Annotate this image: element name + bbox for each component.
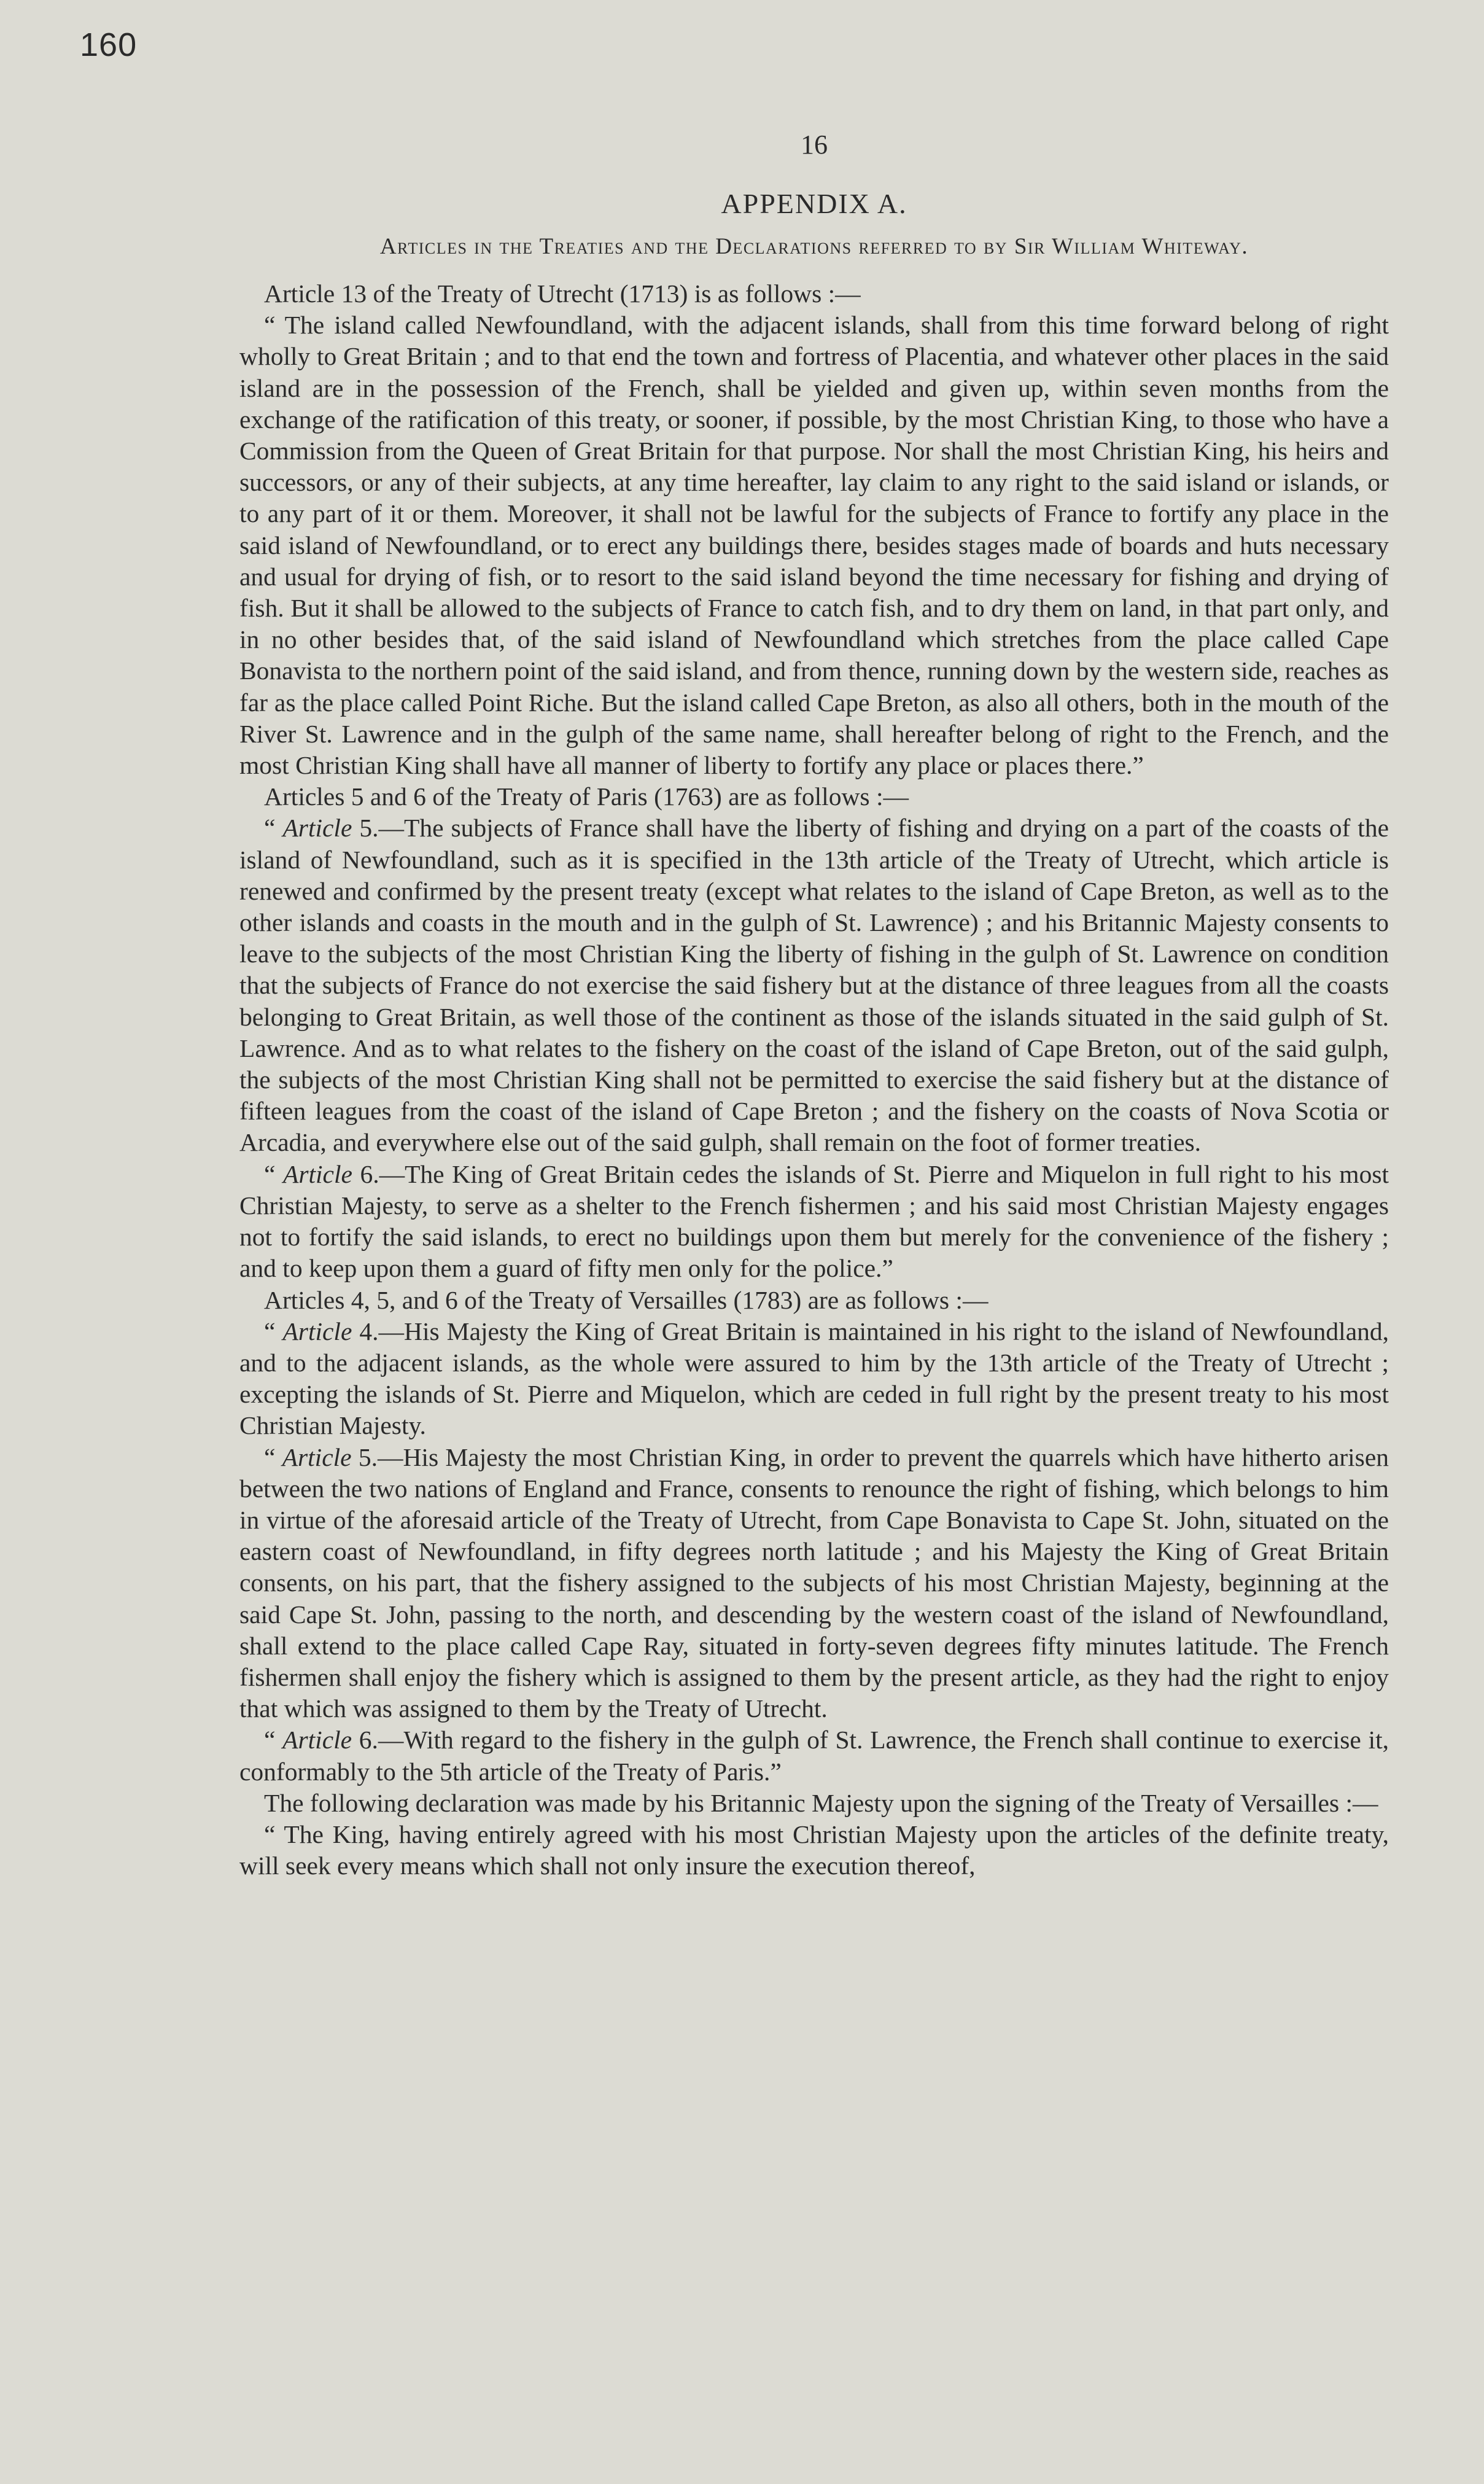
paragraph-utrecht-article-13: “ The island called Newfoundland, with the adjacent islands, shall from this time forward belong of right wholly to Great Britain ; and to that end the town and fortress of Placentia, and whatever other places in the said island are in the possession of the French, shall be yielded and given up, within seven months from the exchange of the ratification of this treaty, or sooner, if possible, by the most Christian King, to those who have a Commission from the Queen of Great Britain for that purpose. Nor shall the most Christian King, his heirs and successors, or any of their subjects, at any time hereafter, lay claim to any right to the said island or islands, or to any part of it or them. Moreover, it shall not be lawful for the subjects of France to fortify any place in the said island of Newfoundland, or to erect any buildings there, besides stages made of boards and huts necessary and usual for drying of fish, or to resort to the said island beyond the time necessary for fishing and drying of fish. But it shall be allowed to the subjects of France to catch fish, and to dry them on land, in that part only, and in no other besides that, of the said island of Newfoundland which stretches from the place called Cape Bonavista to the northern point of the said island, and from thence, running down by the western side, reaches as far as the place called Point Riche. But the island called Cape Breton, as also all others, both in the mouth of the River St. Lawrence and in the gulph of the same name, shall hereafter belong of right to the French, and the most Christian King shall have all manner of liberty to fortify any place or places there.” bbox=[239, 311, 1389, 780]
page-number: 16 bbox=[801, 130, 828, 160]
paragraph-versailles-article-6: “ Article 6.—With regard to the fishery in the gulph of St. Lawrence, the French shall continue to exercise it, conformably to the 5th article of the Treaty of Paris.” bbox=[239, 1726, 1389, 1786]
paragraph-versailles-article-4: “ Article 4.—His Majesty the King of Great Britain is maintained in his right to the island of Newfoundland, and to the adjacent islands, as the whole were assured to him by the 13th article of the Treaty of Utrecht ; excepting the islands of St. Pierre and Miquelon, which are ceded in full right by the present treaty to his most Christian Majesty. bbox=[239, 1317, 1389, 1440]
paragraph-versailles-article-5: “ Article 5.—His Majesty the most Christian King, in order to prevent the quarrels which have hitherto arisen between the two nations of England and France, consents to renounce the right of fishing, which belongs to him in virtue of the aforesaid article of the Treaty of Utrecht, from Cape Bonavista to Cape St. John, situated on the eastern coast of Newfoundland, in fifty degrees north latitude ; and his Majesty the King of Great Britain consents, on his part, that the fishery assigned to the subjects of his most Christian Majesty, beginning at the said Cape St. John, passing to the north, and descending by the western coast of the island of Newfoundland, shall extend to the place called Cape Ray, situated in forty-seven degrees fifty minutes latitude. The French fishermen shall enjoy the fishery which is assigned to them by the present article, as they had the right to enjoy that which was assigned to them by the Treaty of Utrecht. bbox=[239, 1443, 1389, 1723]
article-label: Article bbox=[282, 814, 352, 843]
article-label: Article bbox=[282, 1443, 352, 1471]
article-label: Article bbox=[282, 1317, 352, 1345]
paragraph-declaration-text: “ The King, having entirely agreed with his most Christian Majesty upon the articles of the definite treaty, will seek every means which shall not only insure the execution thereof, bbox=[239, 1820, 1389, 1880]
paragraph-versailles-intro: Articles 4, 5, and 6 of the Treaty of Versailles (1783) are as follows :— bbox=[264, 1285, 989, 1314]
appendix-heading: APPENDIX A. bbox=[721, 188, 907, 219]
paragraph-paris-article-6: “ Article 6.—The King of Great Britain cedes the islands of St. Pierre and Miquelon in full right to his most Christian Majesty, to serve as a shelter to the French fishermen ; and his said most Christian Majesty engages not to fortify the said islands, to erect no buildings upon them but merely for the convenience of the fishery ; and to keep upon them a guard of fifty men only for the police.” bbox=[239, 1159, 1389, 1283]
article-label: Article bbox=[282, 1159, 352, 1188]
paragraph-utrecht-intro: Article 13 of the Treaty of Utrecht (1713) is as follows :— bbox=[264, 279, 861, 308]
folio-number: 160 bbox=[80, 26, 138, 63]
paragraph-declaration-intro: The following declaration was made by his Britannic Majesty upon the signing of the Treaty of Versailles :— bbox=[264, 1788, 1378, 1817]
paragraph-paris-article-5: “ Article 5.—The subjects of France shall have the liberty of fishing and drying on a part of the coasts of the island of Newfoundland, such as it is specified in the 13th article of the Treaty of Utrecht, which article is renewed and confirmed by the present treaty (except what relates to the island of Cape Breton, as well as to the other islands and coasts in the mouth and in the gulph of St. Lawrence) ; and his Britannic Majesty consents to leave to the subjects of the most Christian King the liberty of fishing in the gulph of St. Lawrence on condition that the subjects of France do not exercise the said fishery but at the distance of three leagues from all the coasts belonging to Great Britain, as well those of the continent as those of the islands situated in the said gulph of St. Lawrence. And as to what relates to the fishery on the coast of the island of Cape Breton, out of the said gulph, the subjects of the most Christian King shall not be permitted to exercise the said fishery but at the distance of fifteen leagues from the coast of the island of Cape Breton ; and the fishery on the coasts of Nova Scotia or Arcadia, and everywhere else out of the said gulph, shall remain on the foot of former treaties. bbox=[239, 814, 1389, 1157]
appendix-subheading: Articles in the Treaties and the Declarations referred to by Sir William Whiteway. bbox=[379, 234, 1249, 259]
paragraph-paris-intro: Articles 5 and 6 of the Treaty of Paris (1763) are as follows :— bbox=[264, 782, 909, 811]
page-body bbox=[239, 129, 1389, 1882]
article-label: Article bbox=[282, 1726, 352, 1754]
